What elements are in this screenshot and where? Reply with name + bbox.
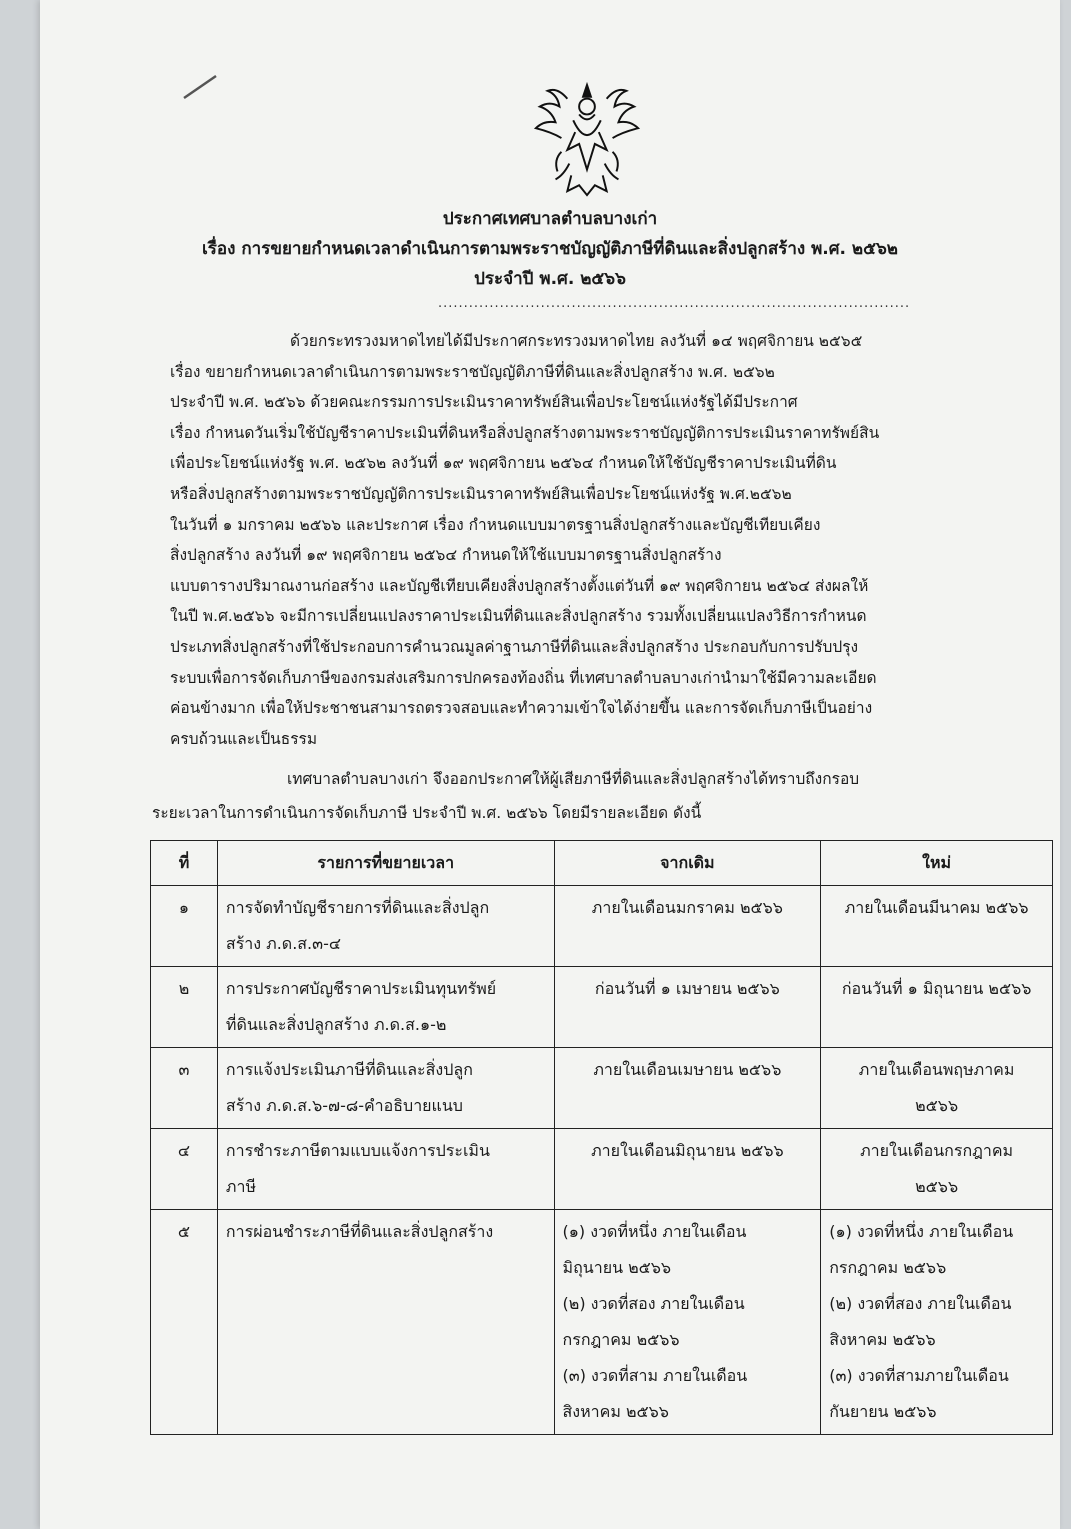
body-line: หรือสิ่งปลูกสร้างตามพระราชบัญญัติการประเมินราคาทรัพย์สินเพื่อประโยชน์แห่งรัฐ พ.ศ.๒๕๖๒	[170, 484, 792, 503]
body-line: สิ่งปลูกสร้าง ลงวันที่ ๑๙ พฤศจิกายน ๒๕๖๔ กำหนดให้ใช้แบบมาตรฐานสิ่งปลูกสร้าง	[170, 546, 722, 565]
row-item	[217, 1048, 554, 1129]
col-header-from: จากเดิม	[554, 841, 821, 886]
cell-line: ภาษี	[225, 1177, 256, 1196]
row-new	[821, 1210, 1053, 1435]
cell-line: (๓) งวดที่สาม ภายในเดือน	[562, 1366, 748, 1385]
body-line: เทศบาลตำบลบางเก่า จึงออกประกาศให้ผู้เสียภาษีที่ดินและสิ่งปลูกสร้างได้ทราบถึงกรอบ	[287, 770, 860, 788]
schedule-table	[150, 840, 1053, 1435]
row-from	[554, 1048, 821, 1129]
cell-line: การผ่อนชำระภาษีที่ดินและสิ่งปลูกสร้าง	[225, 1222, 494, 1241]
body-line: ระยะเวลาในการดำเนินการจัดเก็บภาษี ประจำปี พ.ศ. ๒๕๖๖ โดยมีรายละเอียด ดังนี้	[152, 804, 702, 822]
cell-line: (๒) งวดที่สอง ภายในเดือน	[829, 1294, 1012, 1313]
cell-line: การประกาศบัญชีราคาประเมินทุนทรัพย์	[225, 979, 497, 998]
announcement-org: ประกาศเทศบาลตำบลบางเก่า	[442, 209, 658, 229]
row-from	[554, 1210, 821, 1435]
cell-line: ก่อนวันที่ ๑ มิถุนายน ๒๕๖๖	[841, 979, 1032, 998]
paragraph-2	[152, 762, 1032, 830]
row-no: ๑	[151, 886, 218, 967]
row-item	[217, 886, 554, 967]
cell-line: (๒) งวดที่สอง ภายในเดือน	[562, 1294, 745, 1313]
table-row	[151, 1129, 1053, 1210]
col-header-item: รายการที่ขยายเวลา	[217, 841, 554, 886]
table-row	[151, 1048, 1053, 1129]
divider-dots: ............................................................................................	[438, 296, 911, 311]
cell-line: สิงหาคม ๒๕๖๖	[829, 1330, 936, 1349]
body-line: เพื่อประโยชน์แห่งรัฐ พ.ศ. ๒๕๖๒ ลงวันที่ ๑๙ พฤศจิกายน ๒๕๖๔ กำหนดให้ใช้บัญชีราคาประเมินที่ดิน	[170, 454, 837, 473]
row-item	[217, 967, 554, 1048]
cell-line: ๒๕๖๖	[915, 1096, 959, 1115]
cell-line: ภายในเดือนมกราคม ๒๕๖๖	[591, 898, 783, 917]
body-line: ครบถ้วนและเป็นธรรม	[170, 729, 318, 748]
row-from	[554, 886, 821, 967]
cell-line: การชำระภาษีตามแบบแจ้งการประเมิน	[225, 1141, 490, 1160]
title-block	[40, 204, 1060, 294]
garuda-emblem-icon	[528, 80, 646, 200]
row-item	[217, 1210, 554, 1435]
body-line: เรื่อง กำหนดวันเริ่มใช้บัญชีราคาประเมินที่ดินหรือสิ่งปลูกสร้างตามพระราชบัญญัติการประเมินราคาทรัพย์สิน	[170, 423, 880, 442]
body-line: ด้วยกระทรวงมหาดไทยได้มีประกาศกระทรวงมหาดไทย ลงวันที่ ๑๔ พฤศจิกายน ๒๕๖๕	[290, 332, 863, 350]
cell-line: สร้าง ภ.ด.ส.๓-๔	[225, 934, 341, 953]
body-line: เรื่อง ขยายกำหนดเวลาดำเนินการตามพระราชบัญญัติภาษีที่ดินและสิ่งปลูกสร้าง พ.ศ. ๒๕๖๒	[170, 362, 775, 381]
row-item	[217, 1129, 554, 1210]
cell-line: (๓) งวดที่สามภายในเดือน	[829, 1366, 1009, 1385]
col-header-new: ใหม่	[821, 841, 1053, 886]
row-no: ๓	[151, 1048, 218, 1129]
cell-line: การแจ้งประเมินภาษีที่ดินและสิ่งปลูก	[225, 1060, 473, 1079]
row-from	[554, 967, 821, 1048]
cell-line: ภายในเดือนกรกฎาคม	[860, 1141, 1014, 1160]
cell-line: สร้าง ภ.ด.ส.๖-๗-๘-คำอธิบายแนบ	[225, 1096, 463, 1115]
paragraph-1	[170, 326, 1020, 754]
table-row	[151, 967, 1053, 1048]
body-line: ในวันที่ ๑ มกราคม ๒๕๖๖ และประกาศ เรื่อง กำหนดแบบมาตรฐานสิ่งปลูกสร้างและบัญชีเทียบเคียง	[170, 515, 821, 534]
row-new	[821, 886, 1053, 967]
table-row	[151, 1210, 1053, 1435]
cell-line: การจัดทำบัญชีรายการที่ดินและสิ่งปลูก	[225, 898, 490, 917]
announcement-subject: เรื่อง การขยายกำหนดเวลาดำเนินการตามพระราชบัญญัติภาษีที่ดินและสิ่งปลูกสร้าง พ.ศ. ๒๕๖๒	[201, 239, 899, 259]
body-line: ระบบเพื่อการจัดเก็บภาษีของกรมส่งเสริมการปกครองท้องถิ่น ที่เทศบาลตำบลบางเก่านำมาใช้มีความละเอียด	[170, 668, 877, 687]
row-no: ๔	[151, 1129, 218, 1210]
row-no: ๒	[151, 967, 218, 1048]
row-new	[821, 1129, 1053, 1210]
table-header-row	[151, 841, 1053, 886]
cell-line: ก่อนวันที่ ๑ เมษายน ๒๕๖๖	[594, 979, 780, 998]
row-from	[554, 1129, 821, 1210]
row-no: ๕	[151, 1210, 218, 1435]
row-new	[821, 1048, 1053, 1129]
col-header-no: ที่	[151, 841, 218, 886]
table-row	[151, 886, 1053, 967]
cell-line: ภายในเดือนเมษายน ๒๕๖๖	[593, 1060, 782, 1079]
cell-line: ภายในเดือนมีนาคม ๒๕๖๖	[844, 898, 1029, 917]
document-page	[40, 0, 1060, 1529]
cell-line: (๑) งวดที่หนึ่ง ภายในเดือน	[562, 1222, 747, 1241]
cell-line: มิถุนายน ๒๕๖๖	[562, 1258, 672, 1277]
pen-mark	[180, 72, 220, 102]
row-new	[821, 967, 1053, 1048]
cell-line: ภายในเดือนพฤษภาคม	[858, 1060, 1015, 1079]
cell-line: ที่ดินและสิ่งปลูกสร้าง ภ.ด.ส.๑-๒	[225, 1015, 447, 1034]
body-line: ประเภทสิ่งปลูกสร้างที่ใช้ประกอบการคำนวณมูลค่าฐานภาษีที่ดินและสิ่งปลูกสร้าง ประกอบกับการปรับปรุง	[170, 637, 859, 656]
cell-line: ภายในเดือนมิถุนายน ๒๕๖๖	[591, 1141, 784, 1160]
cell-line: กรกฎาคม ๒๕๖๖	[562, 1330, 680, 1349]
cell-line: กรกฎาคม ๒๕๖๖	[829, 1258, 947, 1277]
announcement-year: ประจำปี พ.ศ. ๒๕๖๖	[474, 269, 626, 289]
cell-line: (๑) งวดที่หนึ่ง ภายในเดือน	[829, 1222, 1014, 1241]
body-line: ค่อนข้างมาก เพื่อให้ประชาชนสามารถตรวจสอบและทำความเข้าใจได้ง่ายขึ้น และการจัดเก็บภาษีเป็นอย่าง	[170, 699, 873, 718]
body-line: ในปี พ.ศ.๒๕๖๖ จะมีการเปลี่ยนแปลงราคาประเมินที่ดินและสิ่งปลูกสร้าง รวมทั้งเปลี่ยนแปลงวิธีการกำหนด	[170, 607, 867, 626]
body-line: ประจำปี พ.ศ. ๒๕๖๖ ด้วยคณะกรรมการประเมินราคาทรัพย์สินเพื่อประโยชน์แห่งรัฐได้มีประกาศ	[170, 393, 798, 412]
cell-line: ๒๕๖๖	[915, 1177, 959, 1196]
cell-line: กันยายน ๒๕๖๖	[829, 1402, 937, 1421]
body-line: แบบตารางปริมาณงานก่อสร้าง และบัญชีเทียบเคียงสิ่งปลูกสร้างตั้งแต่วันที่ ๑๙ พฤศจิกายน ๒๕๖๔ ส่งผลให้	[170, 576, 869, 595]
cell-line: สิงหาคม ๒๕๖๖	[562, 1402, 669, 1421]
